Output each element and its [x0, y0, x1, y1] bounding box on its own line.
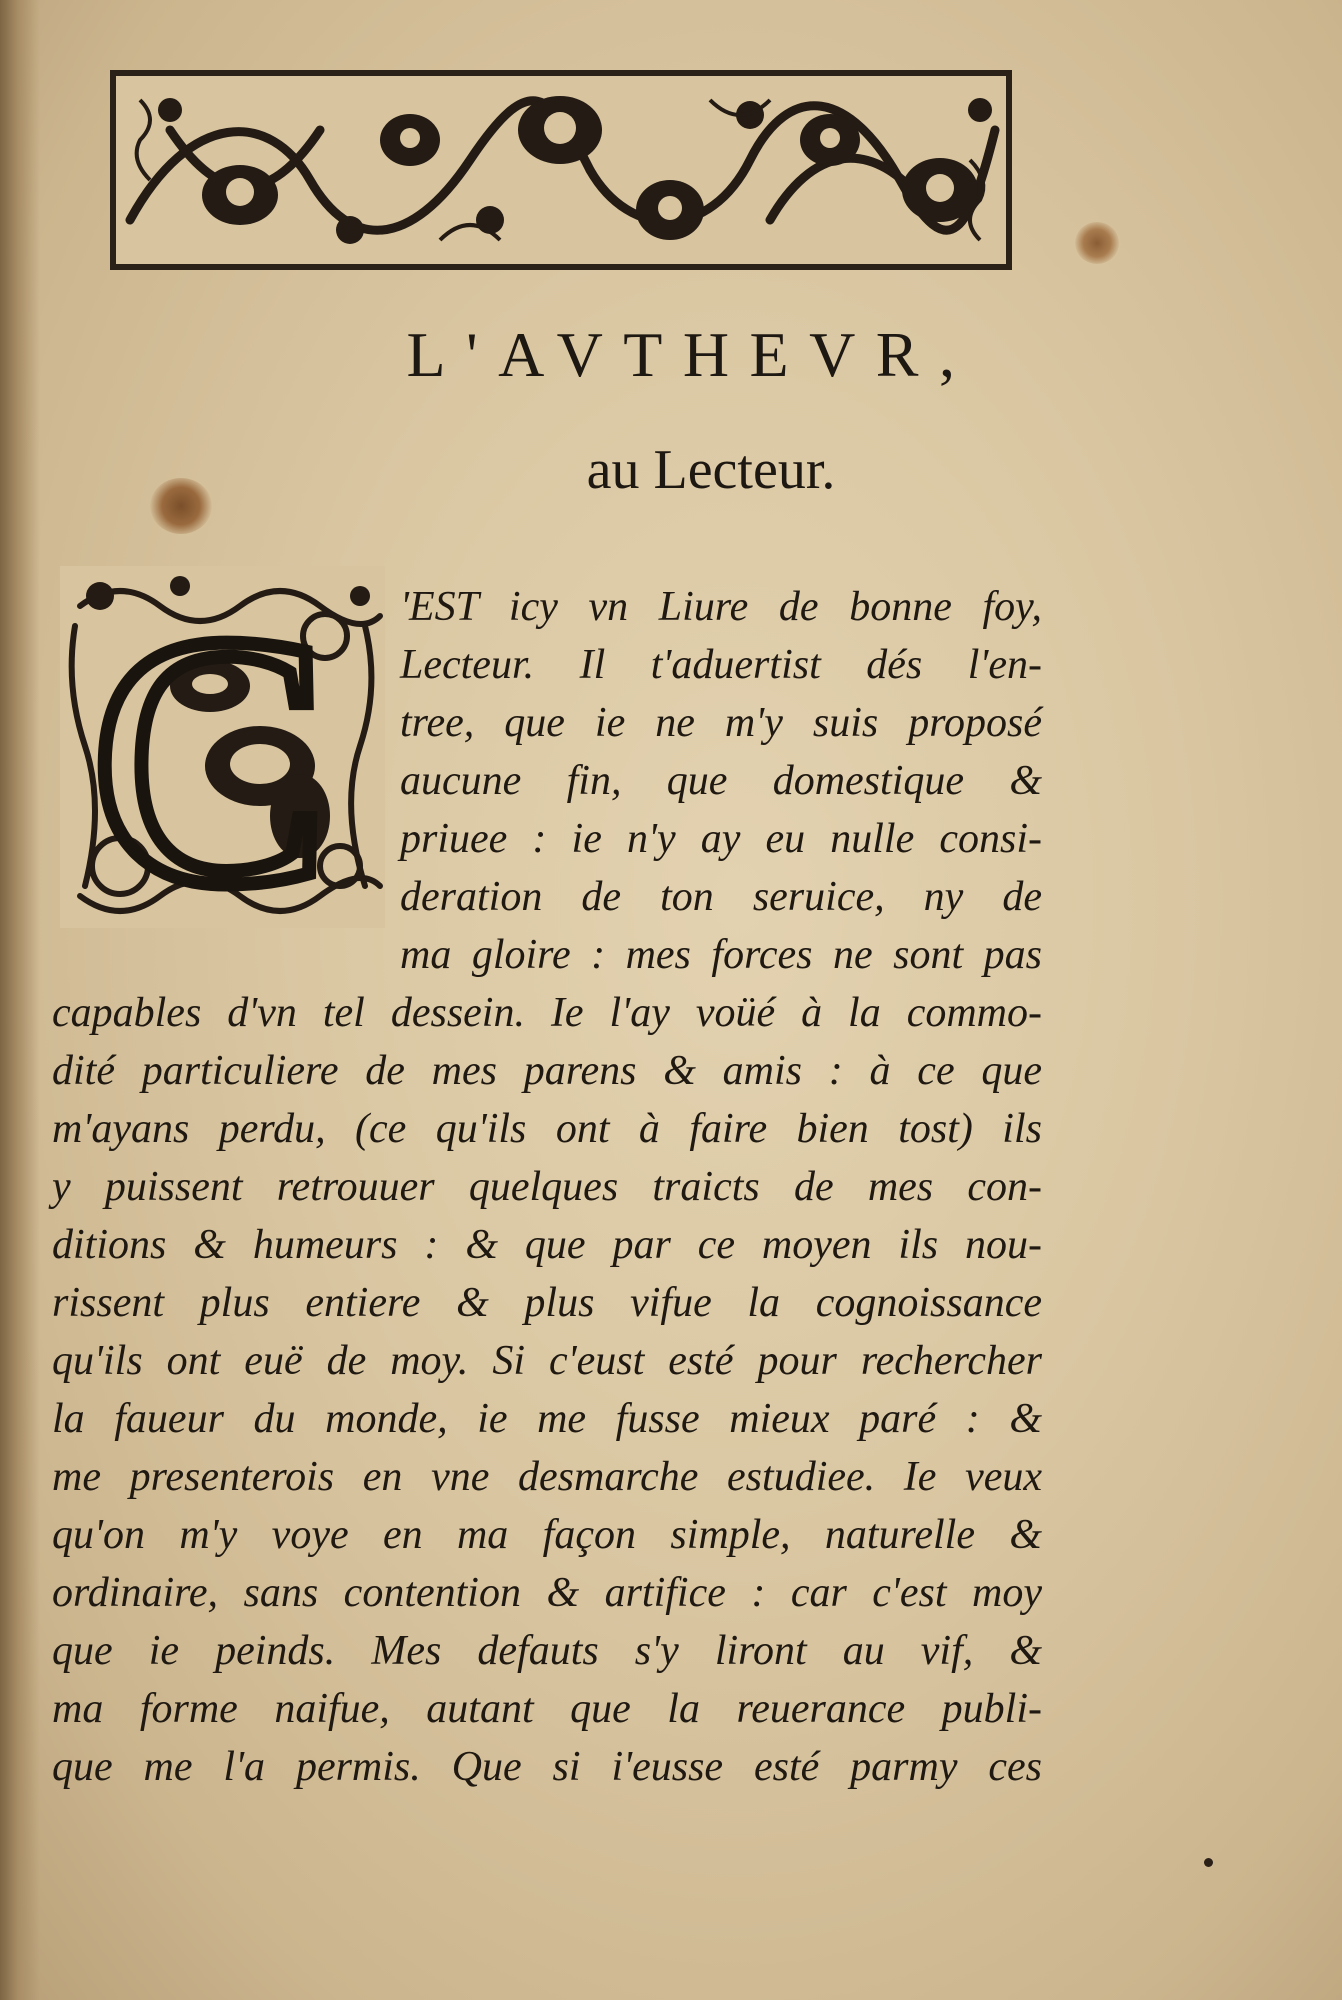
chapter-title: L'AVTHEVR,: [406, 319, 976, 390]
ornamental-headpiece: [110, 70, 1012, 270]
text-line: que me l'a permis. Que si i'eusse esté parmy ces: [52, 1744, 1042, 1790]
text-line: y puissent retrouuer quelques traicts de mes con-: [52, 1164, 1042, 1210]
chapter-subtitle: au Lecteur.: [586, 439, 836, 501]
ink-speck: [1204, 1858, 1213, 1867]
text-line: rissent plus entiere & plus vifue la cognoissance: [52, 1280, 1042, 1326]
text-line: ditions & humeurs : & que par ce moyen ils nou-: [52, 1222, 1042, 1268]
text-line: me presenterois en vne desmarche estudiee. Ie veux: [52, 1454, 1042, 1500]
decorated-initial-c: [60, 566, 385, 928]
initial-letter: C: [89, 566, 331, 928]
text-line: 'EST icy vn Liure de bonne foy,: [400, 584, 1042, 630]
text-line: m'ayans perdu, (ce qu'ils ont à faire bien tost) ils: [52, 1106, 1042, 1152]
text-line: dité particuliere de mes parens & amis : à ce que: [52, 1048, 1042, 1094]
text-line: tree, que ie ne m'y suis proposé: [400, 700, 1042, 746]
text-line: que ie peinds. Mes defauts s'y liront au vif, &: [52, 1628, 1042, 1674]
text-line: la faueur du monde, ie me fusse mieux paré : &: [52, 1396, 1042, 1442]
text-line: Lecteur. Il t'aduertist dés l'en-: [400, 642, 1042, 688]
text-line: capables d'vn tel dessein. Ie l'ay voüé à la commo-: [52, 990, 1042, 1036]
text-line: qu'on m'y voye en ma façon simple, naturelle &: [52, 1512, 1042, 1558]
text-line: aucune fin, que domestique &: [400, 758, 1042, 804]
text-line: qu'ils ont euë de moy. Si c'eust esté pour rechercher: [52, 1338, 1042, 1384]
page-gutter-shadow: [0, 0, 40, 2000]
text-line: priuee : ie n'y ay eu nulle consi-: [400, 816, 1042, 862]
text-line: ma gloire : mes forces ne sont pas: [400, 932, 1042, 978]
foxing-stain: [1075, 222, 1119, 264]
text-line: ma forme naifue, autant que la reuerance publi-: [52, 1686, 1042, 1732]
text-line: deration de ton seruice, ny de: [400, 874, 1042, 920]
text-line: ordinaire, sans contention & artifice : car c'est moy: [52, 1570, 1042, 1616]
